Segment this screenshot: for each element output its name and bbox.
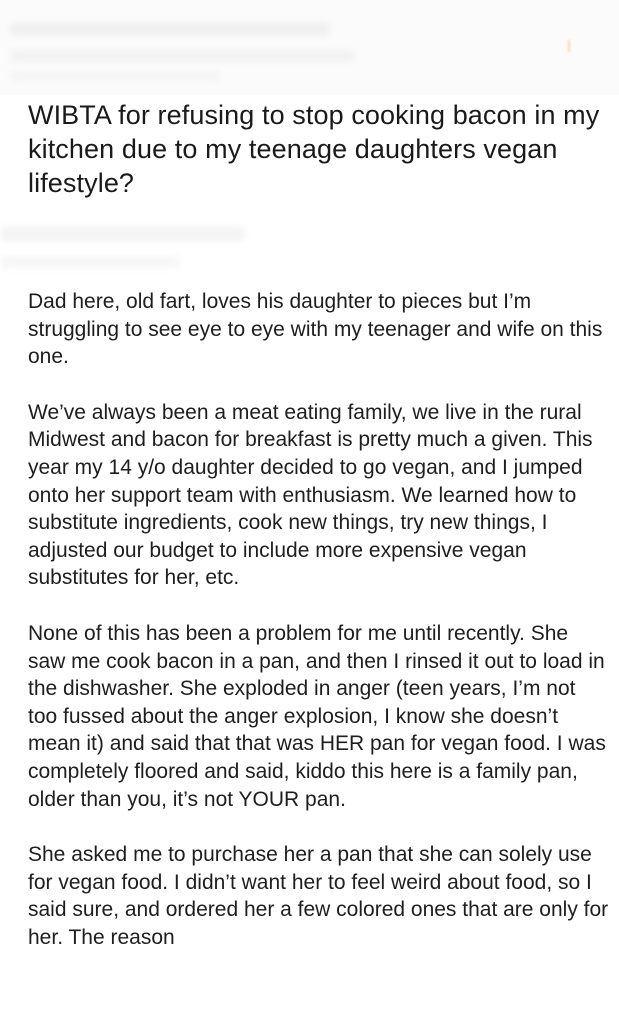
post-paragraph: Dad here, old fart, loves his daughter to pieces but I’m struggling to see eye to eye with my teenager and wife on this one. — [28, 290, 603, 369]
blurred-mark — [568, 40, 570, 52]
blurred-header-line — [10, 50, 355, 62]
post-paragraph: None of this has been a problem for me until recently. She saw me cook bacon in a pan, and then I rinsed it out to load in the dishwasher. She exploded in anger (teen years, I’m not too fussed about the anger explosion, I know she doesn’t mean it) and said that that was HER pan for vegan food. I was completely floored and said, kiddo this here is a family pan, older than you, it’s not YOUR pan. — [28, 621, 606, 811]
blurred-header-line — [10, 72, 220, 81]
post-paragraph: We’ve always been a meat eating family, we live in the rural Midwest and bacon for breakfast is pretty much a given. This year my 14 y/o daughter decided to go vegan, and I jumped onto her support team with enthusiasm. We learned how to substitute ingredients, cook new things, try new things, I adjusted our budget to include more expensive vegan substitutes for her, etc. — [28, 400, 593, 590]
blurred-meta-line — [0, 256, 180, 268]
blurred-meta-line — [0, 226, 245, 242]
blurred-meta — [0, 212, 260, 282]
post-paragraph: She asked me to purchase her a pan that she can solely use for vegan food. I didn’t want her to feel weird about food, so I said sure, and ordered her a few colored ones that are only for her. The reason — [28, 843, 609, 949]
post-body — [28, 288, 610, 979]
blurred-header — [0, 0, 619, 95]
blurred-header-line — [10, 22, 330, 36]
post-title: WIBTA for refusing to stop cooking bacon in my kitchen due to my teenage daughters vegan lifestyle? — [28, 100, 600, 198]
